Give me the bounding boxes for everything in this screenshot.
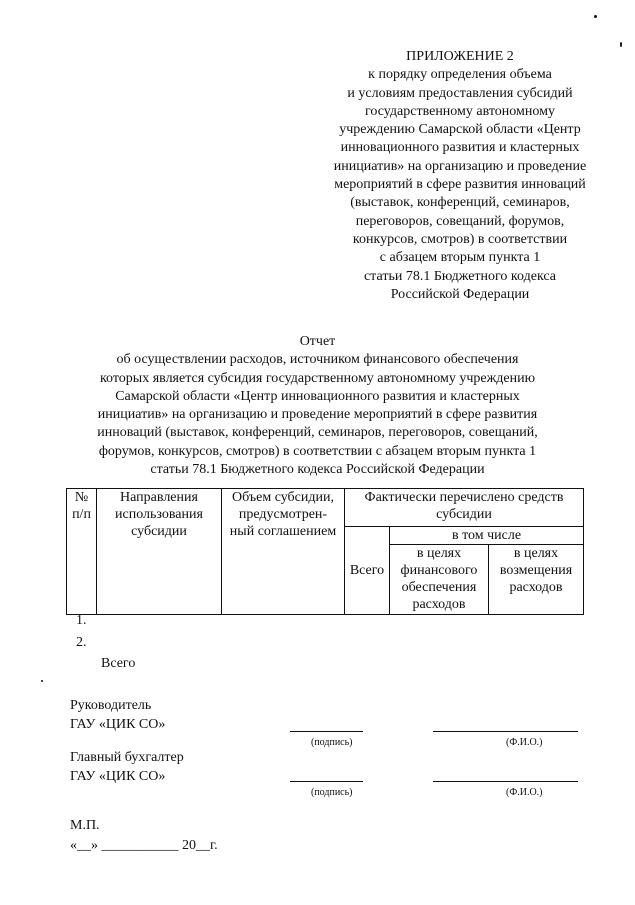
appendix-block [300, 48, 620, 304]
head-title: Руководитель [70, 698, 152, 713]
accountant-name-label: (Ф.И.О.) [506, 787, 543, 798]
header-num: № п/п [67, 489, 97, 615]
appendix-line: и условиям предоставления субсидий [347, 85, 573, 101]
appendix-line: к порядку определения объема [368, 67, 552, 83]
appendix-line: мероприятий в сфере развития инноваций [334, 177, 586, 193]
appendix-line: учреждению Самарской области «Центр [339, 122, 581, 138]
stamp-label: М.П. [70, 818, 100, 833]
appendix-line: Российской Федерации [390, 286, 530, 302]
appendix-line: переговоров, совещаний, форумов, [355, 213, 565, 229]
header-reimburse: в целях возмещения расходов [489, 545, 584, 615]
head-name-label: (Ф.И.О.) [506, 737, 543, 748]
scan-speck [41, 680, 43, 682]
accountant-signature-label: (подпись) [311, 787, 353, 798]
appendix-line: статьи 78.1 Бюджетного кодекса [363, 268, 557, 284]
report-title-line: Самарской области «Центр инновационного развития и кластерных [115, 388, 520, 404]
report-title-line: инициатив» на организацию и проведение мероприятий в сфере развития [97, 407, 538, 423]
report-title-line: об осуществлении расходов, источником финансового обеспечения [116, 352, 519, 368]
scan-speck [594, 15, 597, 18]
appendix-line: конкурсов, смотров) в соответствии [352, 231, 568, 247]
report-title-line: форумов, конкурсов, смотров) в соответствии с абзацем вторым пункта 1 [98, 443, 537, 459]
report-title-line: которых является субсидия государственному автономному учреждению [99, 370, 536, 386]
accountant-title: Главный бухгалтер [70, 750, 184, 765]
report-title-line: инноваций (выставок, конференций, семинаров, переговоров, совещаний, [97, 425, 538, 441]
accountant-block [70, 748, 184, 786]
report-title-line: статьи 78.1 Бюджетного кодекса Российской Федерации [150, 462, 485, 478]
accountant-name-line [433, 781, 578, 782]
accountant-org: ГАУ «ЦИК СО» [70, 769, 166, 784]
header-total: Всего [345, 527, 390, 615]
head-signature-line [290, 731, 363, 732]
header-direction: Направления использования субсидии [97, 489, 222, 615]
scan-speck [620, 42, 622, 47]
report-table [66, 488, 584, 615]
accountant-signature-line [290, 781, 363, 782]
head-org: ГАУ «ЦИК СО» [70, 717, 166, 732]
header-financial: в целях финансового обеспечения расходов [390, 545, 489, 615]
appendix-title: ПРИЛОЖЕНИЕ 2 [406, 49, 514, 64]
appendix-line: (выставок, конференций, семинаров, [350, 195, 570, 211]
report-title-block [40, 333, 595, 479]
appendix-line: с абзацем вторым пункта 1 [379, 250, 541, 266]
date-line: «__» ___________ 20__г. [70, 838, 218, 853]
appendix-line: инновационного развития и кластерных [340, 140, 580, 156]
header-actual: Фактически перечислено средств субсидии [345, 489, 584, 527]
report-heading: Отчет [299, 334, 336, 349]
head-signature-label: (подпись) [311, 737, 353, 748]
row-total-label: Всего [101, 656, 136, 671]
header-including: в том числе [390, 527, 584, 545]
row-number: 2. [76, 635, 87, 650]
header-volume: Объем субсидии, предусмотрен- ный соглашением [222, 489, 345, 615]
head-name-line [433, 731, 578, 732]
head-block [70, 696, 165, 734]
appendix-line: государственному автономному [365, 103, 555, 119]
row-number: 1. [76, 613, 87, 628]
appendix-line: инициатив» на организацию и проведение [333, 158, 587, 174]
